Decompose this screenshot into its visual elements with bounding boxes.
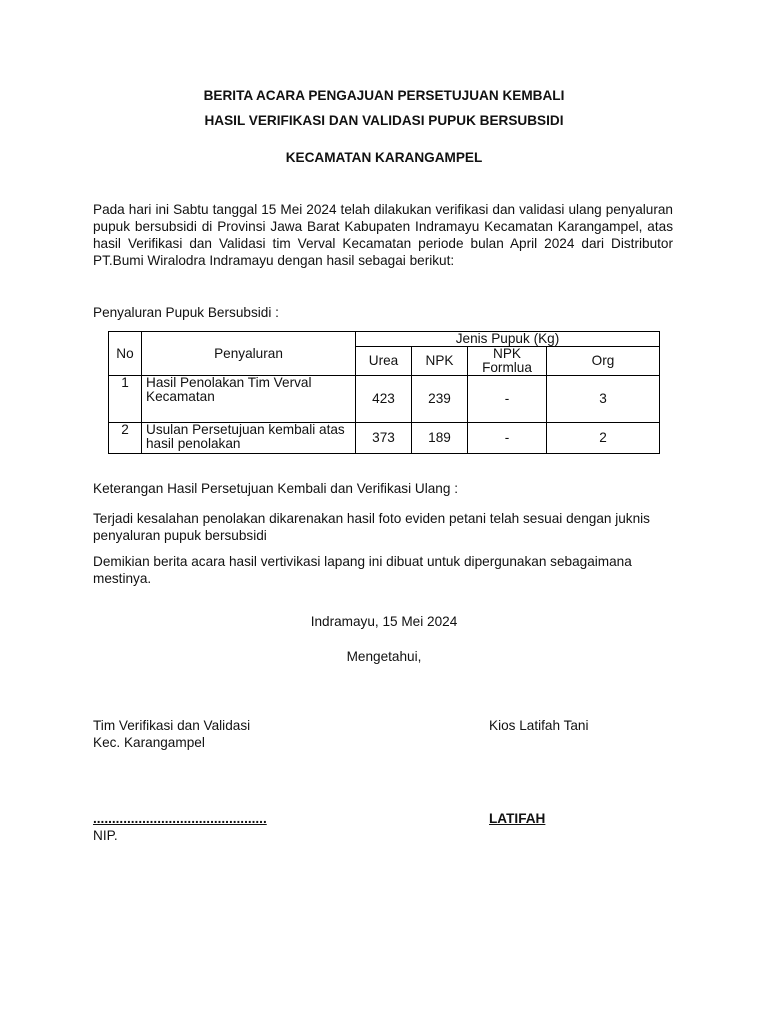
table-row [109,423,660,454]
place-date: Indramayu, 15 Mei 2024 [310,614,458,629]
cell-penyaluran: Hasil Penolakan Tim Verval Kecamatan [142,376,356,423]
intro-paragraph: Pada hari ini Sabtu tanggal 15 Mei 2024 telah dilakukan verifikasi dan validasi ulang penyaluran pupuk bersubsidi di Provinsi Jawa Barat Kabupaten Indramayu Kecamatan Karangampel, atas hasil Verifikasi dan Validasi tim Verval Kecamatan periode bulan April 2024 dari Distributor PT.Bumi Wiralodra Indramayu dengan hasil sebagai berikut: [93,202,673,268]
left-signatory-name: .............................................. [93,811,267,826]
header-jenis-pupuk: Jenis Pupuk (Kg) [356,332,660,347]
right-signatory-name: LATIFAH [489,811,546,826]
header-penyaluran: Penyaluran [142,332,356,376]
title-line-1: BERITA ACARA PENGAJUAN PERSETUJUAN KEMBALI [203,88,565,103]
section-label: Penyaluran Pupuk Bersubsidi : [93,305,279,320]
header-no: No [109,332,142,376]
cell-org: 3 [547,376,660,423]
cell-npk: 239 [412,376,468,423]
header-urea: Urea [356,347,412,376]
header-npk-formula: NPK Formlua [468,347,547,376]
keterangan-label: Keterangan Hasil Persetujuan Kembali dan Verifikasi Ulang : [93,481,458,496]
cell-npk-formula: - [468,376,547,423]
cell-urea: 423 [356,376,412,423]
left-signatory-line-2: Kec. Karangampel [93,735,205,750]
left-signatory-nip: NIP. [93,828,118,843]
title-line-2: HASIL VERIFIKASI DAN VALIDASI PUPUK BERSUBSIDI [204,113,564,128]
cell-no: 2 [109,423,142,454]
title-line-3: KECAMATAN KARANGAMPEL [285,150,483,165]
cell-no: 1 [109,376,142,423]
left-signatory-block [93,810,267,844]
header-npk: NPK [412,347,468,376]
table-row [109,376,660,423]
cell-npk-formula: - [468,423,547,454]
cell-org: 2 [547,423,660,454]
cell-penyaluran: Usulan Persetujuan kembali atas hasil penolakan [142,423,356,454]
acknowledged-label: Mengetahui, [346,649,422,664]
header-org: Org [547,347,660,376]
keterangan-text: Terjadi kesalahan penolakan dikarenakan hasil foto eviden petani telah sesuai dengan juknis penyaluran pupuk bersubsidi [93,511,650,543]
left-signatory-title [93,717,250,751]
cell-urea: 373 [356,423,412,454]
cell-npk: 189 [412,423,468,454]
left-signatory-line-1: Tim Verifikasi dan Validasi [93,718,251,733]
pupuk-table [108,331,660,454]
closing-paragraph: Demikian berita acara hasil vertivikasi lapang ini dibuat untuk dipergunakan sebagaimana mestinya. [93,554,632,586]
right-signatory-title: Kios Latifah Tani [489,718,589,733]
